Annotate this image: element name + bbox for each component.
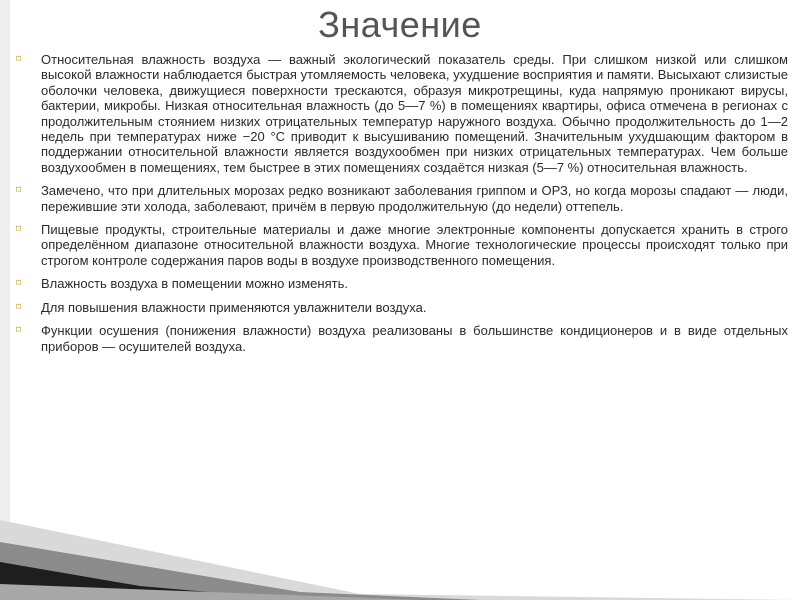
list-item [16, 222, 788, 268]
list-item-text: Функции осушения (понижения влажности) воздуха реализованы в большинстве кондиционеров и в виде отдельных приборов — осушителей воздуха. [41, 323, 788, 354]
list-item-text: Замечено, что при длительных морозах редко возникают заболевания гриппом и ОРЗ, но когда морозы спадают — люди, пережившие эти холода, заболевают, причём в первую продолжительную (до недели) оттепель. [41, 183, 788, 214]
list-item-text: Влажность воздуха в помещении можно изменять. [41, 276, 348, 292]
bullet-icon: ⌑ [16, 325, 22, 337]
list-item [16, 323, 788, 354]
list-item [16, 52, 788, 175]
list-item [16, 300, 788, 315]
bullet-list [16, 52, 788, 362]
list-item-text: Относительная влажность воздуха — важный экологический показатель среды. При слишком низкой или слишком высокой влажности наблюдается быстрая утомляемость человека, ухудшение восприятия и памяти. Высыхают слизистые оболочки человека, движущиеся поверхности трескаются, образуя микротрещины, куда напрямую проникают вирусы, бактерии, микробы. Низкая относительная влажность (до 5—7 %) в помещениях квартиры, офиса отмечена в регионах с продолжительным стоянием низких отрицательных температур наружного воздуха. Обычно продолжительность до 1—2 недель при температурах ниже −20 °C приводит к высушиванию помещений. Значительным ухудшающим фактором в поддержании относительной влажности является воздухообмен при низких отрицательных температурах. Чем больше воздухообмен в помещениях, тем быстрее в этих помещениях создаётся низкая (5—7 %) относительная влажность. [41, 52, 788, 175]
list-item-text: Для повышения влажности применяются увлажнители воздуха. [41, 299, 427, 315]
page-title: Значение [318, 4, 482, 45]
list-item-text: Пищевые продукты, строительные материалы и даже многие электронные компоненты допускается хранить в строго определённом диапазоне относительной влажности воздуха. Многие технологические процессы происходят только при строгом контроле содержания паров воды в воздухе производственного помещения. [41, 222, 788, 268]
list-item [16, 276, 788, 291]
bullet-icon: ⌑ [16, 278, 22, 290]
bullet-icon: ⌑ [16, 185, 22, 197]
left-decorative-strip [0, 0, 10, 600]
bullet-icon: ⌑ [16, 54, 22, 65]
list-item [16, 183, 788, 214]
bullet-icon: ⌑ [16, 224, 22, 236]
bullet-icon: ⌑ [16, 301, 22, 313]
bottom-decorative-wedges [0, 500, 800, 600]
